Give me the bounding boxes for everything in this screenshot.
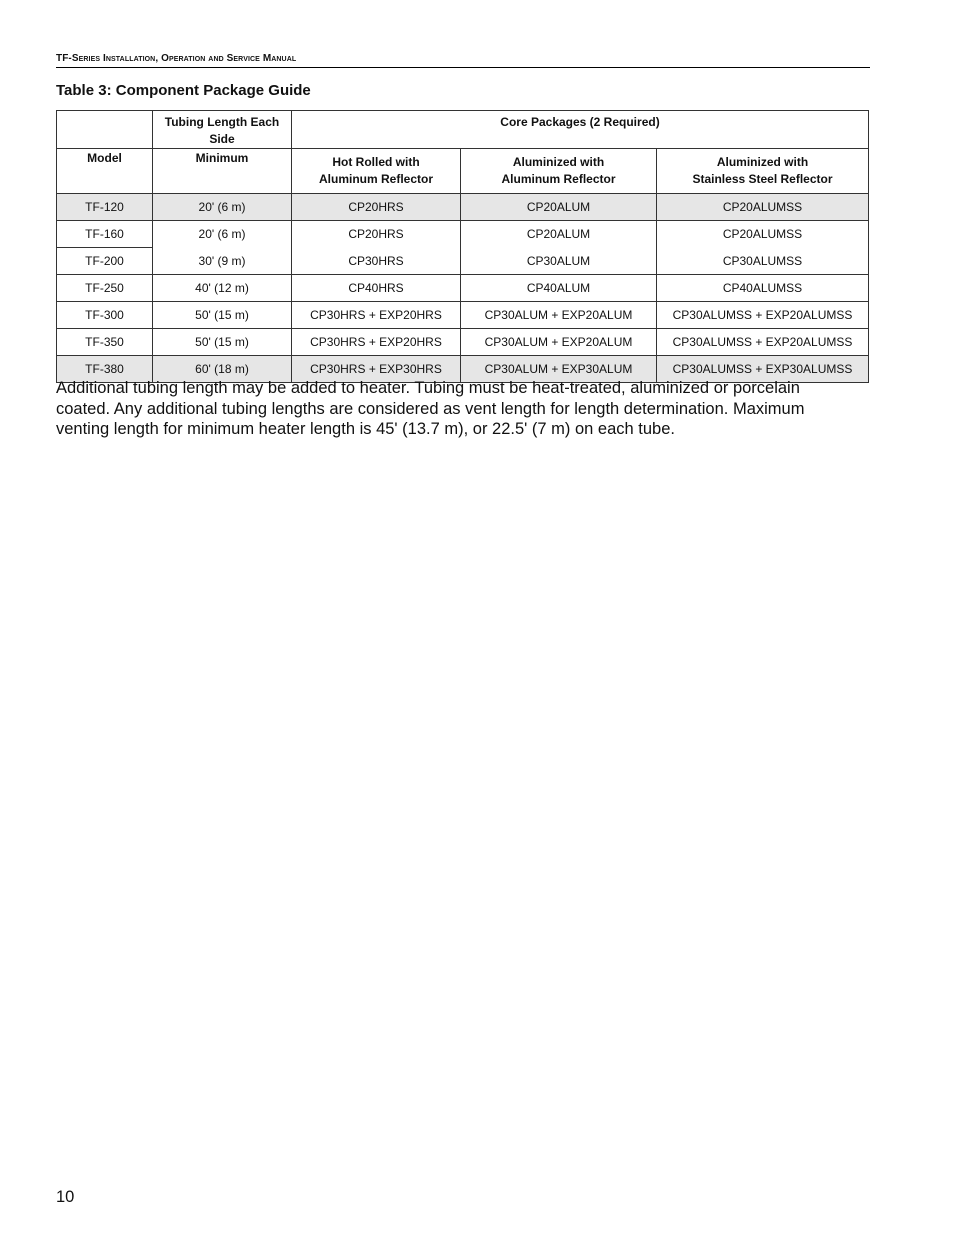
table-group-header-row [57,111,869,149]
table-row [57,275,869,302]
core-group-header: Core Packages (2 Required) [292,111,869,149]
hot-rolled-cell: CP40HRS [292,275,461,302]
table-row [57,329,869,356]
aluminized-ss-cell: CP20ALUMSS [657,194,869,221]
hot-rolled-header-line2: Aluminum Reflector [318,172,433,186]
aluminized-ss-header-line1: Aluminized with [716,155,809,169]
aluminized-cell: CP20ALUM [526,227,591,241]
minimum-cell: 20' (6 m) [198,227,246,241]
minimum-cell: 30' (9 m) [198,253,246,268]
table-row [57,221,869,248]
hot-rolled-cell: CP20HRS [292,194,461,221]
aluminized-ss-cell: CP30ALUMSS + EXP30ALUMSS [657,356,869,383]
minimum-cell: 40' (12 m) [153,275,292,302]
tubing-group-header: Tubing Length Each Side [153,111,292,149]
aluminized-cell: CP30ALUM + EXP30ALUM [461,356,657,383]
hot-rolled-column-header [292,149,461,194]
aluminized-ss-column-header [657,149,869,194]
model-cell: TF-160 [57,221,153,248]
aluminized-ss-merged-cell [657,221,869,275]
aluminized-ss-cell: CP30ALUMSS + EXP20ALUMSS [657,329,869,356]
hot-rolled-merged-cell [292,221,461,275]
empty-header-cell [57,111,153,149]
model-cell: TF-380 [57,356,153,383]
hot-rolled-cell: CP20HRS [348,227,404,241]
hot-rolled-cell: CP30HRS + EXP30HRS [292,356,461,383]
minimum-column-header: Minimum [153,149,292,194]
minimum-merged-cell [153,221,292,275]
hot-rolled-cell: CP30HRS + EXP20HRS [292,329,461,356]
aluminized-column-header [461,149,657,194]
aluminized-header-line1: Aluminized with [512,155,605,169]
minimum-cell: 60' (18 m) [153,356,292,383]
running-header: TF-Series Installation, Operation and Service Manual [56,53,870,68]
minimum-cell: 50' (15 m) [153,329,292,356]
model-cell: TF-300 [57,302,153,329]
model-cell: TF-120 [57,194,153,221]
aluminized-ss-cell: CP30ALUMSS + EXP20ALUMSS [657,302,869,329]
aluminized-ss-cell: CP30ALUMSS [722,253,803,268]
aluminized-header-line2: Aluminum Reflector [501,172,616,186]
aluminized-cell: CP30ALUM + EXP20ALUM [461,329,657,356]
table-column-header-row [57,149,869,194]
hot-rolled-cell: CP30HRS + EXP20HRS [292,302,461,329]
aluminized-ss-header-line2: Stainless Steel Reflector [692,172,833,186]
model-cell: TF-250 [57,275,153,302]
model-cell: TF-350 [57,329,153,356]
table-row [57,194,869,221]
page-number: 10 [56,1188,75,1206]
aluminized-cell: CP20ALUM [461,194,657,221]
aluminized-cell: CP30ALUM + EXP20ALUM [461,302,657,329]
aluminized-ss-cell: CP40ALUMSS [657,275,869,302]
minimum-cell: 20' (6 m) [153,194,292,221]
body-paragraph: Additional tubing length may be added to heater. Tubing must be heat-treated, aluminized or porcelain coated. Any additional tubing lengths are considered as vent length for length determination. Maximum venting length for minimum heater length is 45' (13.7 m), or 22.5' (7 m) on each tube. [56,379,805,439]
model-cell: TF-200 [57,248,153,275]
minimum-cell: 50' (15 m) [153,302,292,329]
table-row [57,302,869,329]
aluminized-cell: CP30ALUM [526,253,591,268]
model-column-header: Model [57,149,153,194]
aluminized-ss-cell: CP20ALUMSS [722,227,803,241]
hot-rolled-cell: CP30HRS [348,253,404,268]
table-caption: Table 3: Component Package Guide [56,82,311,99]
aluminized-cell: CP40ALUM [461,275,657,302]
aluminized-merged-cell [461,221,657,275]
component-package-table [56,110,869,383]
hot-rolled-header-line1: Hot Rolled with [332,155,420,169]
